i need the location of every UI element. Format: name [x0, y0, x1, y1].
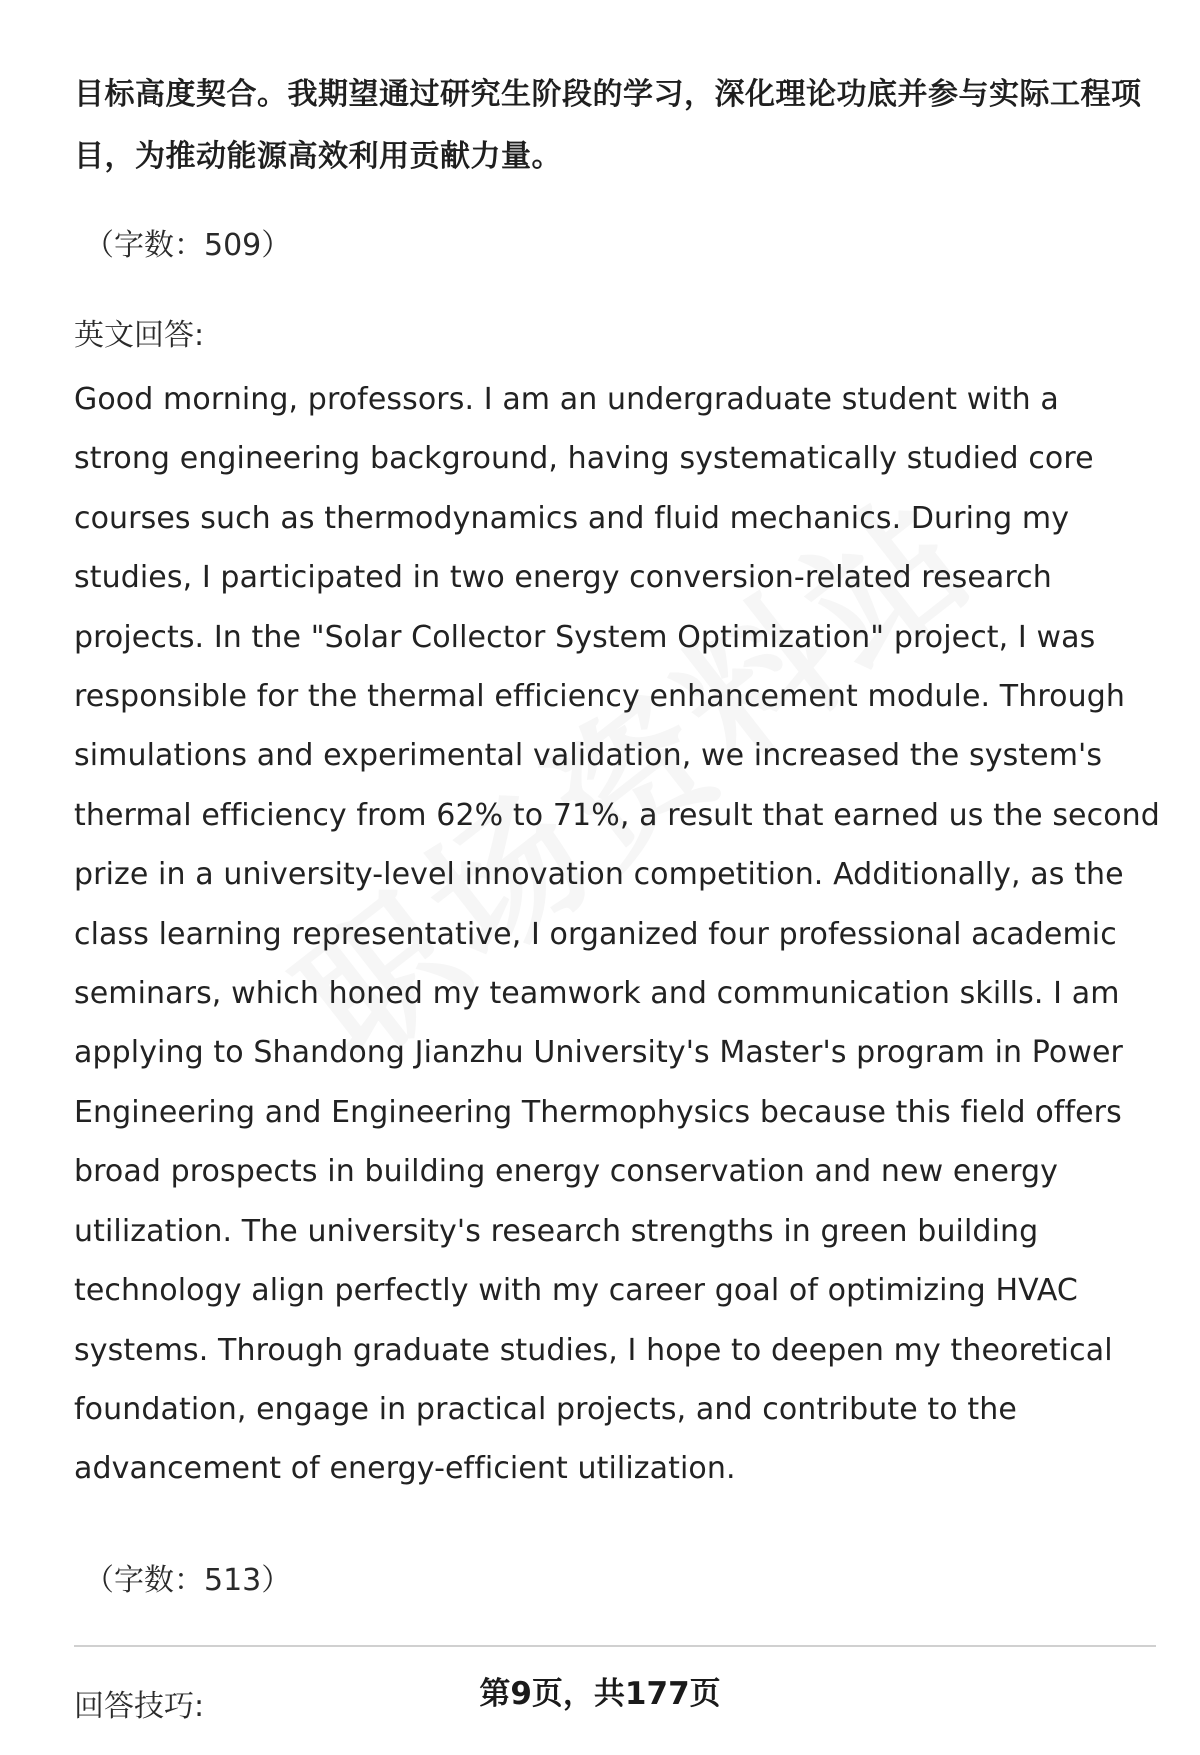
english-answer-paragraph: Good morning, professors. I am an undergraduate student with a strong engineering background, having systematically studied core courses such as thermodynamics and fluid mechanics. During my studies, I participated in two energy conversion-related research projects. In the "Solar Collector System Optimization" project, I was responsible for the thermal efficiency enhancement module. Through simulations and experimental validation, we increased the system's thermal efficiency from 62% to 71%, a result that earned us the second prize in a university-level innovation competition. Additionally, as the class learning representative, I organized four professional academic seminars, which honed my teamwork and communication skills. I am applying to Shandong Jianzhu University's Master's program in Power Engineering and Engineering Thermophysics because this field offers broad prospects in building energy conservation and new energy utilization. The university's research strengths in green building technology align perfectly with my career goal of optimizing HVAC systems. Through graduate studies, I hope to deepen my theoretical foundation, engage in practical projects, and contribute to the advancement of energy-efficient utilization.	[74, 382, 1160, 1487]
section-divider	[74, 1645, 1156, 1647]
english-answer-label: 英文回答:	[74, 318, 205, 353]
document-content	[74, 64, 1164, 1727]
english-word-count: （字数：513）	[84, 1562, 292, 1598]
chinese-word-count: （字数：509）	[84, 228, 292, 263]
page-indicator: 第9页，共177页	[479, 1676, 721, 1712]
chinese-answer-paragraph: 目标高度契合。我期望通过研究生阶段的学习，深化理论功底并参与实际工程项目，为推动能源高效利用贡献力量。	[74, 77, 1142, 174]
answer-tips-label: 回答技巧:	[74, 1688, 205, 1724]
